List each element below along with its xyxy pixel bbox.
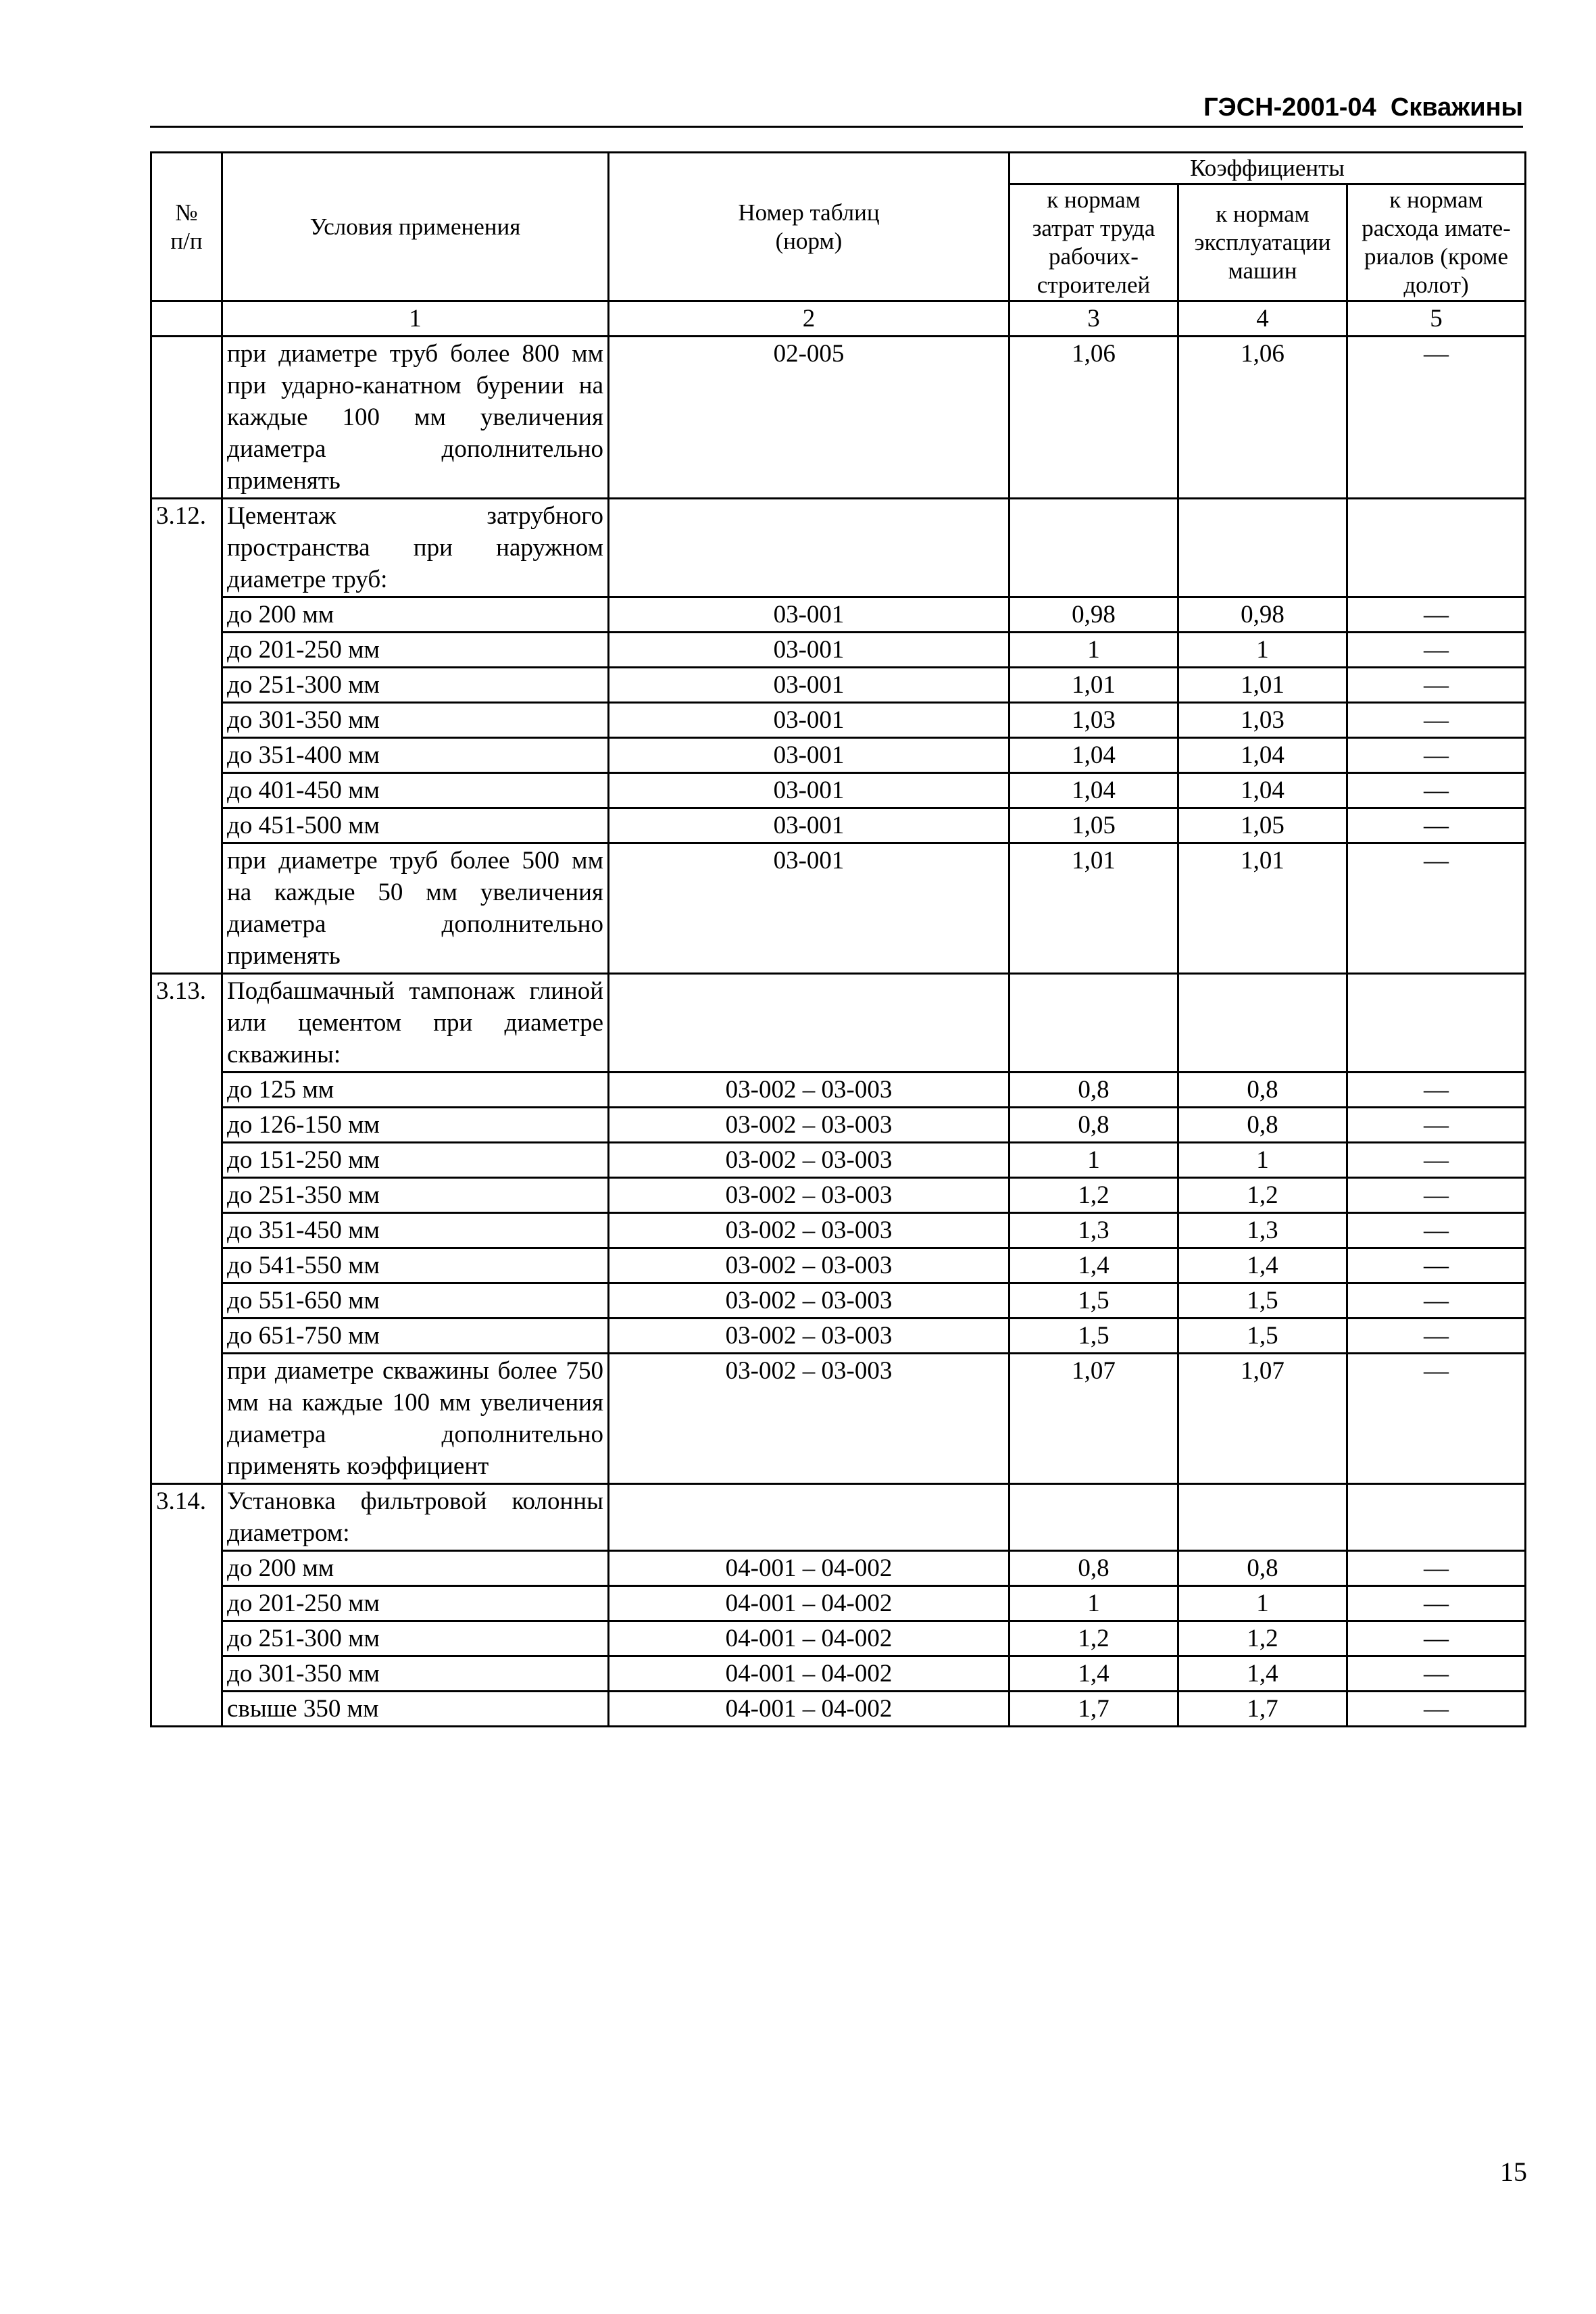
row-number: [151, 597, 222, 633]
material-coef-cell: —: [1347, 1354, 1526, 1484]
labor-coef-cell: 1,06: [1009, 337, 1178, 499]
table-row: [151, 738, 1526, 773]
machine-coef-cell: 1,4: [1178, 1248, 1347, 1283]
condition-cell: до 201-250 мм: [222, 1586, 609, 1621]
material-coef-cell: —: [1347, 738, 1526, 773]
col-coefficients-header: Коэффициенты: [1009, 153, 1526, 184]
material-coef-cell: —: [1347, 808, 1526, 843]
table-row: [151, 1143, 1526, 1178]
row-number: [151, 668, 222, 703]
index-cell: 4: [1178, 301, 1347, 337]
col-table-no-header: Номер таблиц (норм): [609, 153, 1009, 301]
row-number: [151, 773, 222, 808]
condition-cell: до 351-450 мм: [222, 1213, 609, 1248]
row-number: [151, 1551, 222, 1586]
table-number-cell: 03-002 – 03-003: [609, 1213, 1009, 1248]
labor-coef-cell: 0,98: [1009, 597, 1178, 633]
col-conditions-header: Условия применения: [222, 153, 609, 301]
machine-coef-cell: 0,8: [1178, 1073, 1347, 1108]
labor-coef-cell: 1,04: [1009, 738, 1178, 773]
table-number-cell: 03-001: [609, 668, 1009, 703]
condition-cell: до 451-500 мм: [222, 808, 609, 843]
row-number: [151, 1621, 222, 1656]
machine-coef-cell: 0,8: [1178, 1108, 1347, 1143]
table-row: [151, 1213, 1526, 1248]
table-row: [151, 633, 1526, 668]
labor-coef-cell: 1,4: [1009, 1656, 1178, 1692]
row-number: [151, 1248, 222, 1283]
machine-coef-cell: 1,05: [1178, 808, 1347, 843]
machine-coef-cell: 1,03: [1178, 703, 1347, 738]
material-coef-cell: [1347, 974, 1526, 1073]
row-number: [151, 1108, 222, 1143]
table-number-cell: [609, 974, 1009, 1073]
table-number-cell: 03-002 – 03-003: [609, 1108, 1009, 1143]
table-number-cell: 03-002 – 03-003: [609, 1143, 1009, 1178]
labor-coef-cell: 1,3: [1009, 1213, 1178, 1248]
table-row: [151, 1283, 1526, 1319]
material-coef-cell: —: [1347, 1319, 1526, 1354]
table-number-cell: 03-002 – 03-003: [609, 1283, 1009, 1319]
table-number-cell: 03-002 – 03-003: [609, 1248, 1009, 1283]
table-row: [151, 1621, 1526, 1656]
condition-cell: до 251-300 мм: [222, 668, 609, 703]
labor-coef-cell: 1,7: [1009, 1692, 1178, 1727]
condition-cell: до 401-450 мм: [222, 773, 609, 808]
table-number-cell: [609, 1484, 1009, 1551]
machine-coef-cell: 1,5: [1178, 1319, 1347, 1354]
index-cell: 2: [609, 301, 1009, 337]
table-row: [151, 668, 1526, 703]
table-number-cell: 03-001: [609, 843, 1009, 974]
condition-cell: при диаметре скважины более 750 мм на каждые 100 мм увеличения диаметра дополнительно применять коэффициент: [222, 1354, 609, 1484]
table-row: [151, 974, 1526, 1073]
condition-cell: до 151-250 мм: [222, 1143, 609, 1178]
index-cell: 1: [222, 301, 609, 337]
index-cell: 3: [1009, 301, 1178, 337]
material-coef-cell: —: [1347, 1108, 1526, 1143]
col-labor-header: к нормам затрат труда рабочих-строителей: [1009, 184, 1178, 301]
machine-coef-cell: 1,06: [1178, 337, 1347, 499]
table-row: [151, 1656, 1526, 1692]
labor-coef-cell: 0,8: [1009, 1108, 1178, 1143]
condition-cell: до 651-750 мм: [222, 1319, 609, 1354]
section-title: Скважины: [1390, 93, 1523, 122]
material-coef-cell: —: [1347, 1248, 1526, 1283]
machine-coef-cell: 1,3: [1178, 1213, 1347, 1248]
machine-coef-cell: 1,07: [1178, 1354, 1347, 1484]
machine-coef-cell: 1: [1178, 1586, 1347, 1621]
condition-cell: до 551-650 мм: [222, 1283, 609, 1319]
row-number: [151, 808, 222, 843]
labor-coef-cell: 1: [1009, 1143, 1178, 1178]
labor-coef-cell: 1,01: [1009, 843, 1178, 974]
labor-coef-cell: 1,01: [1009, 668, 1178, 703]
machine-coef-cell: 1,01: [1178, 843, 1347, 974]
col-no-header: № п/п: [151, 153, 222, 301]
machine-coef-cell: 0,98: [1178, 597, 1347, 633]
table-row: [151, 808, 1526, 843]
labor-coef-cell: 1,5: [1009, 1319, 1178, 1354]
condition-cell: до 200 мм: [222, 597, 609, 633]
material-coef-cell: —: [1347, 1073, 1526, 1108]
machine-coef-cell: 1,2: [1178, 1178, 1347, 1213]
table-row: [151, 1319, 1526, 1354]
row-number: 3.14.: [151, 1484, 222, 1551]
condition-cell: до 251-350 мм: [222, 1178, 609, 1213]
table-row: [151, 703, 1526, 738]
table-number-cell: 03-001: [609, 808, 1009, 843]
page-header: [150, 93, 1523, 128]
table-row: [151, 1108, 1526, 1143]
table-number-cell: 03-002 – 03-003: [609, 1319, 1009, 1354]
row-number: [151, 1692, 222, 1727]
labor-coef-cell: 1,03: [1009, 703, 1178, 738]
row-number: [151, 633, 222, 668]
material-coef-cell: —: [1347, 337, 1526, 499]
condition-cell: до 201-250 мм: [222, 633, 609, 668]
table-number-cell: 04-001 – 04-002: [609, 1692, 1009, 1727]
table-number-cell: 04-001 – 04-002: [609, 1621, 1009, 1656]
machine-coef-cell: 0,8: [1178, 1551, 1347, 1586]
table-row: [151, 1178, 1526, 1213]
table-row: [151, 499, 1526, 597]
material-coef-cell: —: [1347, 1656, 1526, 1692]
col-materials-header: к нормам расхода имате-риалов (кроме долот): [1347, 184, 1526, 301]
condition-cell: при диаметре труб более 500 мм на каждые 50 мм увеличения диаметра дополнительно применять: [222, 843, 609, 974]
row-number: [151, 337, 222, 499]
machine-coef-cell: 1,01: [1178, 668, 1347, 703]
table-number-cell: 04-001 – 04-002: [609, 1656, 1009, 1692]
row-number: 3.12.: [151, 499, 222, 597]
condition-cell: до 351-400 мм: [222, 738, 609, 773]
doc-code: ГЭСН-2001-04: [1203, 93, 1376, 122]
table-head: [151, 153, 1526, 301]
material-coef-cell: —: [1347, 843, 1526, 974]
row-number: [151, 1354, 222, 1484]
machine-coef-cell: [1178, 1484, 1347, 1551]
row-number: [151, 1656, 222, 1692]
labor-coef-cell: 0,8: [1009, 1551, 1178, 1586]
row-number: [151, 1586, 222, 1621]
condition-cell: Установка фильтровой колонны диаметром:: [222, 1484, 609, 1551]
column-index-row: [151, 301, 1526, 337]
machine-coef-cell: 1: [1178, 1143, 1347, 1178]
machine-coef-cell: 1,5: [1178, 1283, 1347, 1319]
table-number-cell: 03-001: [609, 773, 1009, 808]
machine-coef-cell: [1178, 974, 1347, 1073]
row-number: [151, 1178, 222, 1213]
labor-coef-cell: [1009, 974, 1178, 1073]
table-number-cell: 02-005: [609, 337, 1009, 499]
labor-coef-cell: [1009, 1484, 1178, 1551]
condition-cell: до 126-150 мм: [222, 1108, 609, 1143]
page-number: 15: [1500, 2157, 1527, 2187]
material-coef-cell: —: [1347, 1178, 1526, 1213]
table-row: [151, 597, 1526, 633]
table-row: [151, 1073, 1526, 1108]
material-coef-cell: —: [1347, 1213, 1526, 1248]
coefficients-table: [150, 151, 1526, 1727]
row-number: 3.13.: [151, 974, 222, 1073]
material-coef-cell: —: [1347, 597, 1526, 633]
labor-coef-cell: 0,8: [1009, 1073, 1178, 1108]
row-number: [151, 1319, 222, 1354]
material-coef-cell: —: [1347, 1586, 1526, 1621]
row-number: [151, 1213, 222, 1248]
material-coef-cell: —: [1347, 703, 1526, 738]
machine-coef-cell: 1,04: [1178, 738, 1347, 773]
labor-coef-cell: 1: [1009, 1586, 1178, 1621]
header-spacer: [1376, 93, 1391, 122]
labor-coef-cell: 1,2: [1009, 1621, 1178, 1656]
table-number-cell: 03-002 – 03-003: [609, 1073, 1009, 1108]
labor-coef-cell: 1,04: [1009, 773, 1178, 808]
row-number: [151, 1143, 222, 1178]
table-number-cell: 04-001 – 04-002: [609, 1551, 1009, 1586]
labor-coef-cell: 1: [1009, 633, 1178, 668]
index-cell: 5: [1347, 301, 1526, 337]
table-number-cell: 03-002 – 03-003: [609, 1178, 1009, 1213]
table-number-cell: 03-001: [609, 738, 1009, 773]
condition-cell: свыше 350 мм: [222, 1692, 609, 1727]
machine-coef-cell: 1,2: [1178, 1621, 1347, 1656]
condition-cell: до 301-350 мм: [222, 703, 609, 738]
machine-coef-cell: 1: [1178, 633, 1347, 668]
table-row: [151, 1586, 1526, 1621]
condition-cell: до 541-550 мм: [222, 1248, 609, 1283]
condition-cell: при диаметре труб более 800 мм при ударно-канатном бурении на каждые 100 мм увеличения диаметра дополнительно применять: [222, 337, 609, 499]
table-number-cell: 04-001 – 04-002: [609, 1586, 1009, 1621]
col-machines-header: к нормам эксплуатации машин: [1178, 184, 1347, 301]
condition-cell: до 125 мм: [222, 1073, 609, 1108]
material-coef-cell: —: [1347, 1283, 1526, 1319]
table-number-cell: 03-002 – 03-003: [609, 1354, 1009, 1484]
material-coef-cell: —: [1347, 1551, 1526, 1586]
material-coef-cell: —: [1347, 773, 1526, 808]
labor-coef-cell: 1,05: [1009, 808, 1178, 843]
machine-coef-cell: 1,7: [1178, 1692, 1347, 1727]
table-number-cell: 03-001: [609, 597, 1009, 633]
row-number: [151, 738, 222, 773]
labor-coef-cell: 1,5: [1009, 1283, 1178, 1319]
machine-coef-cell: 1,04: [1178, 773, 1347, 808]
condition-cell: до 301-350 мм: [222, 1656, 609, 1692]
row-number: [151, 703, 222, 738]
machine-coef-cell: [1178, 499, 1347, 597]
material-coef-cell: —: [1347, 633, 1526, 668]
machine-coef-cell: 1,4: [1178, 1656, 1347, 1692]
table-body: [151, 301, 1526, 1727]
condition-cell: до 200 мм: [222, 1551, 609, 1586]
labor-coef-cell: [1009, 499, 1178, 597]
table-row: [151, 1354, 1526, 1484]
table-row: [151, 1551, 1526, 1586]
condition-cell: Подбашмачный тампонаж глиной или цементом при диаметре скважины:: [222, 974, 609, 1073]
table-row: [151, 1248, 1526, 1283]
material-coef-cell: —: [1347, 1621, 1526, 1656]
condition-cell: до 251-300 мм: [222, 1621, 609, 1656]
material-coef-cell: —: [1347, 1143, 1526, 1178]
table-row: [151, 1484, 1526, 1551]
row-number: [151, 843, 222, 974]
condition-cell: Цементаж затрубного пространства при наружном диаметре труб:: [222, 499, 609, 597]
index-cell: [151, 301, 222, 337]
material-coef-cell: [1347, 499, 1526, 597]
row-number: [151, 1073, 222, 1108]
table-row: [151, 773, 1526, 808]
table-number-cell: 03-001: [609, 633, 1009, 668]
material-coef-cell: —: [1347, 1692, 1526, 1727]
table-row: [151, 843, 1526, 974]
row-number: [151, 1283, 222, 1319]
labor-coef-cell: 1,07: [1009, 1354, 1178, 1484]
table-row: [151, 1692, 1526, 1727]
table-number-cell: 03-001: [609, 703, 1009, 738]
table-number-cell: [609, 499, 1009, 597]
material-coef-cell: —: [1347, 668, 1526, 703]
table-row: [151, 337, 1526, 499]
material-coef-cell: [1347, 1484, 1526, 1551]
labor-coef-cell: 1,2: [1009, 1178, 1178, 1213]
labor-coef-cell: 1,4: [1009, 1248, 1178, 1283]
